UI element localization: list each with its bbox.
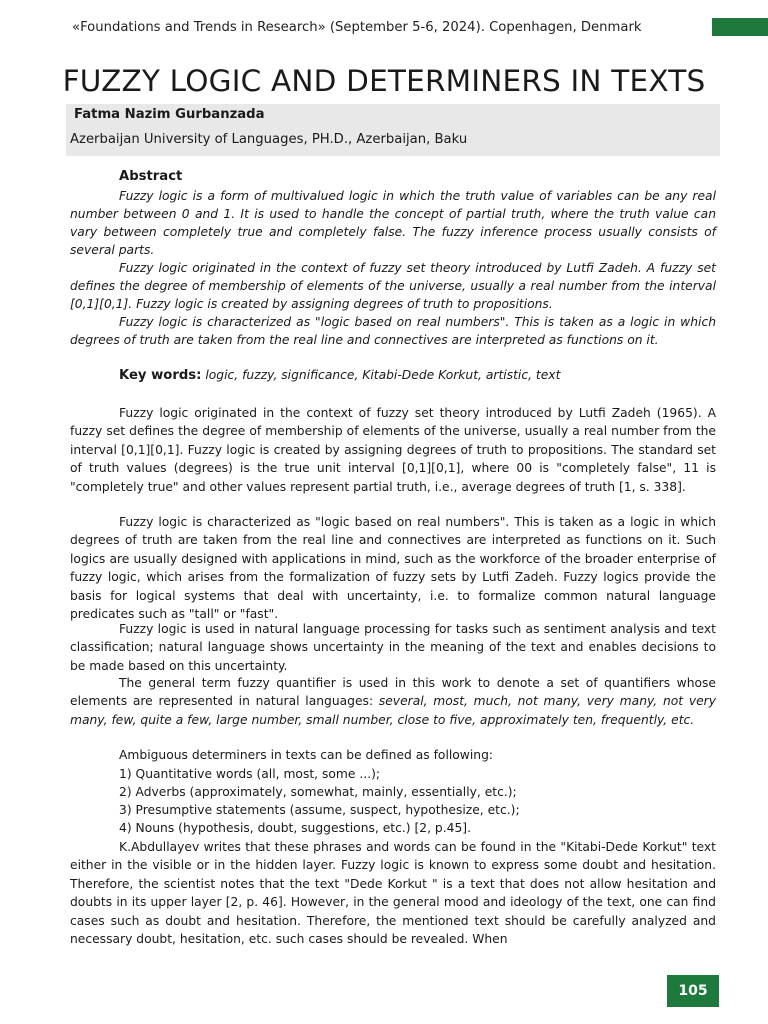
body-paragraph-6: K.Abdullayev writes that these phrases and words can be found in the "Kitabi-Dede Korkut" text either in the visible or in the hidden layer. Fuzzy logic is known to express some doubt and hesitation. Therefore, the scientist notes that the text "Dede Korkut " is a text that does not allow hesitation and doubts in its upper layer [2, p. 46]. However, in the general mood and ideology of the text, one can find cases such as doubt and hesitation. Therefore, the mentioned text should be carefully analyzed and necessary doubt, hesitation, etc. such cases should be revealed. When: [70, 840, 716, 947]
body-paragraph-3: Fuzzy logic is used in natural language processing for tasks such as sentiment analysis and text classification; natural language shows uncertainty in the meaning of the text and enables decisions to be made based on this uncertainty.: [70, 622, 716, 673]
body-paragraph-1: Fuzzy logic originated in the context of fuzzy set theory introduced by Lutfi Zadeh (1965). A fuzzy set defines the degree of membership of elements of the universe, usually a real number from the interval [0,1][0,1]. Fuzzy logic is created by assigning degrees of truth to propositions. The standard set of truth values (degrees) is the true unit interval [0,1][0,1], where 00 is "completely false", 11 is "completely true" and other values represent partial truth, i.e., average degrees of truth [1, s. 338].: [70, 406, 716, 494]
body-paragraph-5: Ambiguous determiners in texts can be defined as following:: [119, 748, 494, 762]
abstract-paragraph-3: Fuzzy logic is characterized as "logic based on real numbers". This is taken as a logic in which degrees of truth are taken from the real line and connectives are interpreted as functions on it.: [70, 315, 716, 347]
abstract-heading: Abstract: [119, 169, 183, 184]
keywords-list: logic, fuzzy, significance, Kitabi-Dede Korkut, artistic, text: [205, 368, 561, 382]
author-affiliation: Azerbaijan University of Languages, PH.D., Azerbaijan, Baku: [70, 132, 468, 147]
list-item: 4) Nouns (hypothesis, doubt, suggestions, etc.) [2, p.45].: [119, 821, 471, 835]
body-paragraph-2: Fuzzy logic is characterized as "logic based on real numbers". This is taken as a logic in which degrees of truth are taken from the real line and connectives are interpreted as functions on it. Such logics are usually designed with applications in mind, such as the workforce of the broader enterprise of fuzzy logic, which arises from the formalization of fuzzy sets by Lutfi Zadeh. Fuzzy logics provide the basis for logical systems that deal with uncertainty, i.e. to formalize common natural language predicates such as "tall" or "fast".: [70, 515, 716, 622]
list-item: 2) Adverbs (approximately, somewhat, mainly, essentially, etc.);: [119, 785, 517, 799]
abstract-paragraph-2: Fuzzy logic originated in the context of fuzzy set theory introduced by Lutfi Zadeh. A fuzzy set defines the degree of membership of elements of the universe, usually a real number from the interval [0,1][0,1]. Fuzzy logic is created by assigning degrees of truth to propositions.: [70, 261, 716, 311]
header-accent-bar: [712, 18, 768, 36]
body-paragraph-4: [70, 674, 716, 729]
list-item: 1) Quantitative words (all, most, some ...);: [119, 767, 381, 781]
page-number: 105: [667, 975, 719, 1007]
keywords-label: Key words:: [119, 368, 202, 383]
abstract-paragraph-1: Fuzzy logic is a form of multivalued logic in which the truth value of variables can be any real number between 0 and 1. It is used to handle the concept of partial truth, where the truth value can vary between completely true and completely false. The fuzzy inference process usually consists of several parts.: [70, 189, 716, 257]
quantifier-intro: The general term fuzzy quantifier is used in this work to denote a set of quantifiers whose elements are represented in natural languages:: [70, 676, 716, 709]
list-item: 3) Presumptive statements (assume, suspect, hypothesize, etc.);: [119, 803, 520, 817]
running-header: «Foundations and Trends in Research» (September 5-6, 2024). Copenhagen, Denmark: [72, 20, 642, 35]
article-title: FUZZY LOGIC AND DETERMINERS IN TEXTS: [62, 64, 706, 98]
author-name: Fatma Nazim Gurbanzada: [74, 107, 265, 122]
keywords-line: [119, 368, 560, 383]
quantifier-list: several, most, much, not many, very many, not very many, few, quite a few, large number, small number, close to five, approximately ten, frequently, etc.: [70, 694, 716, 727]
